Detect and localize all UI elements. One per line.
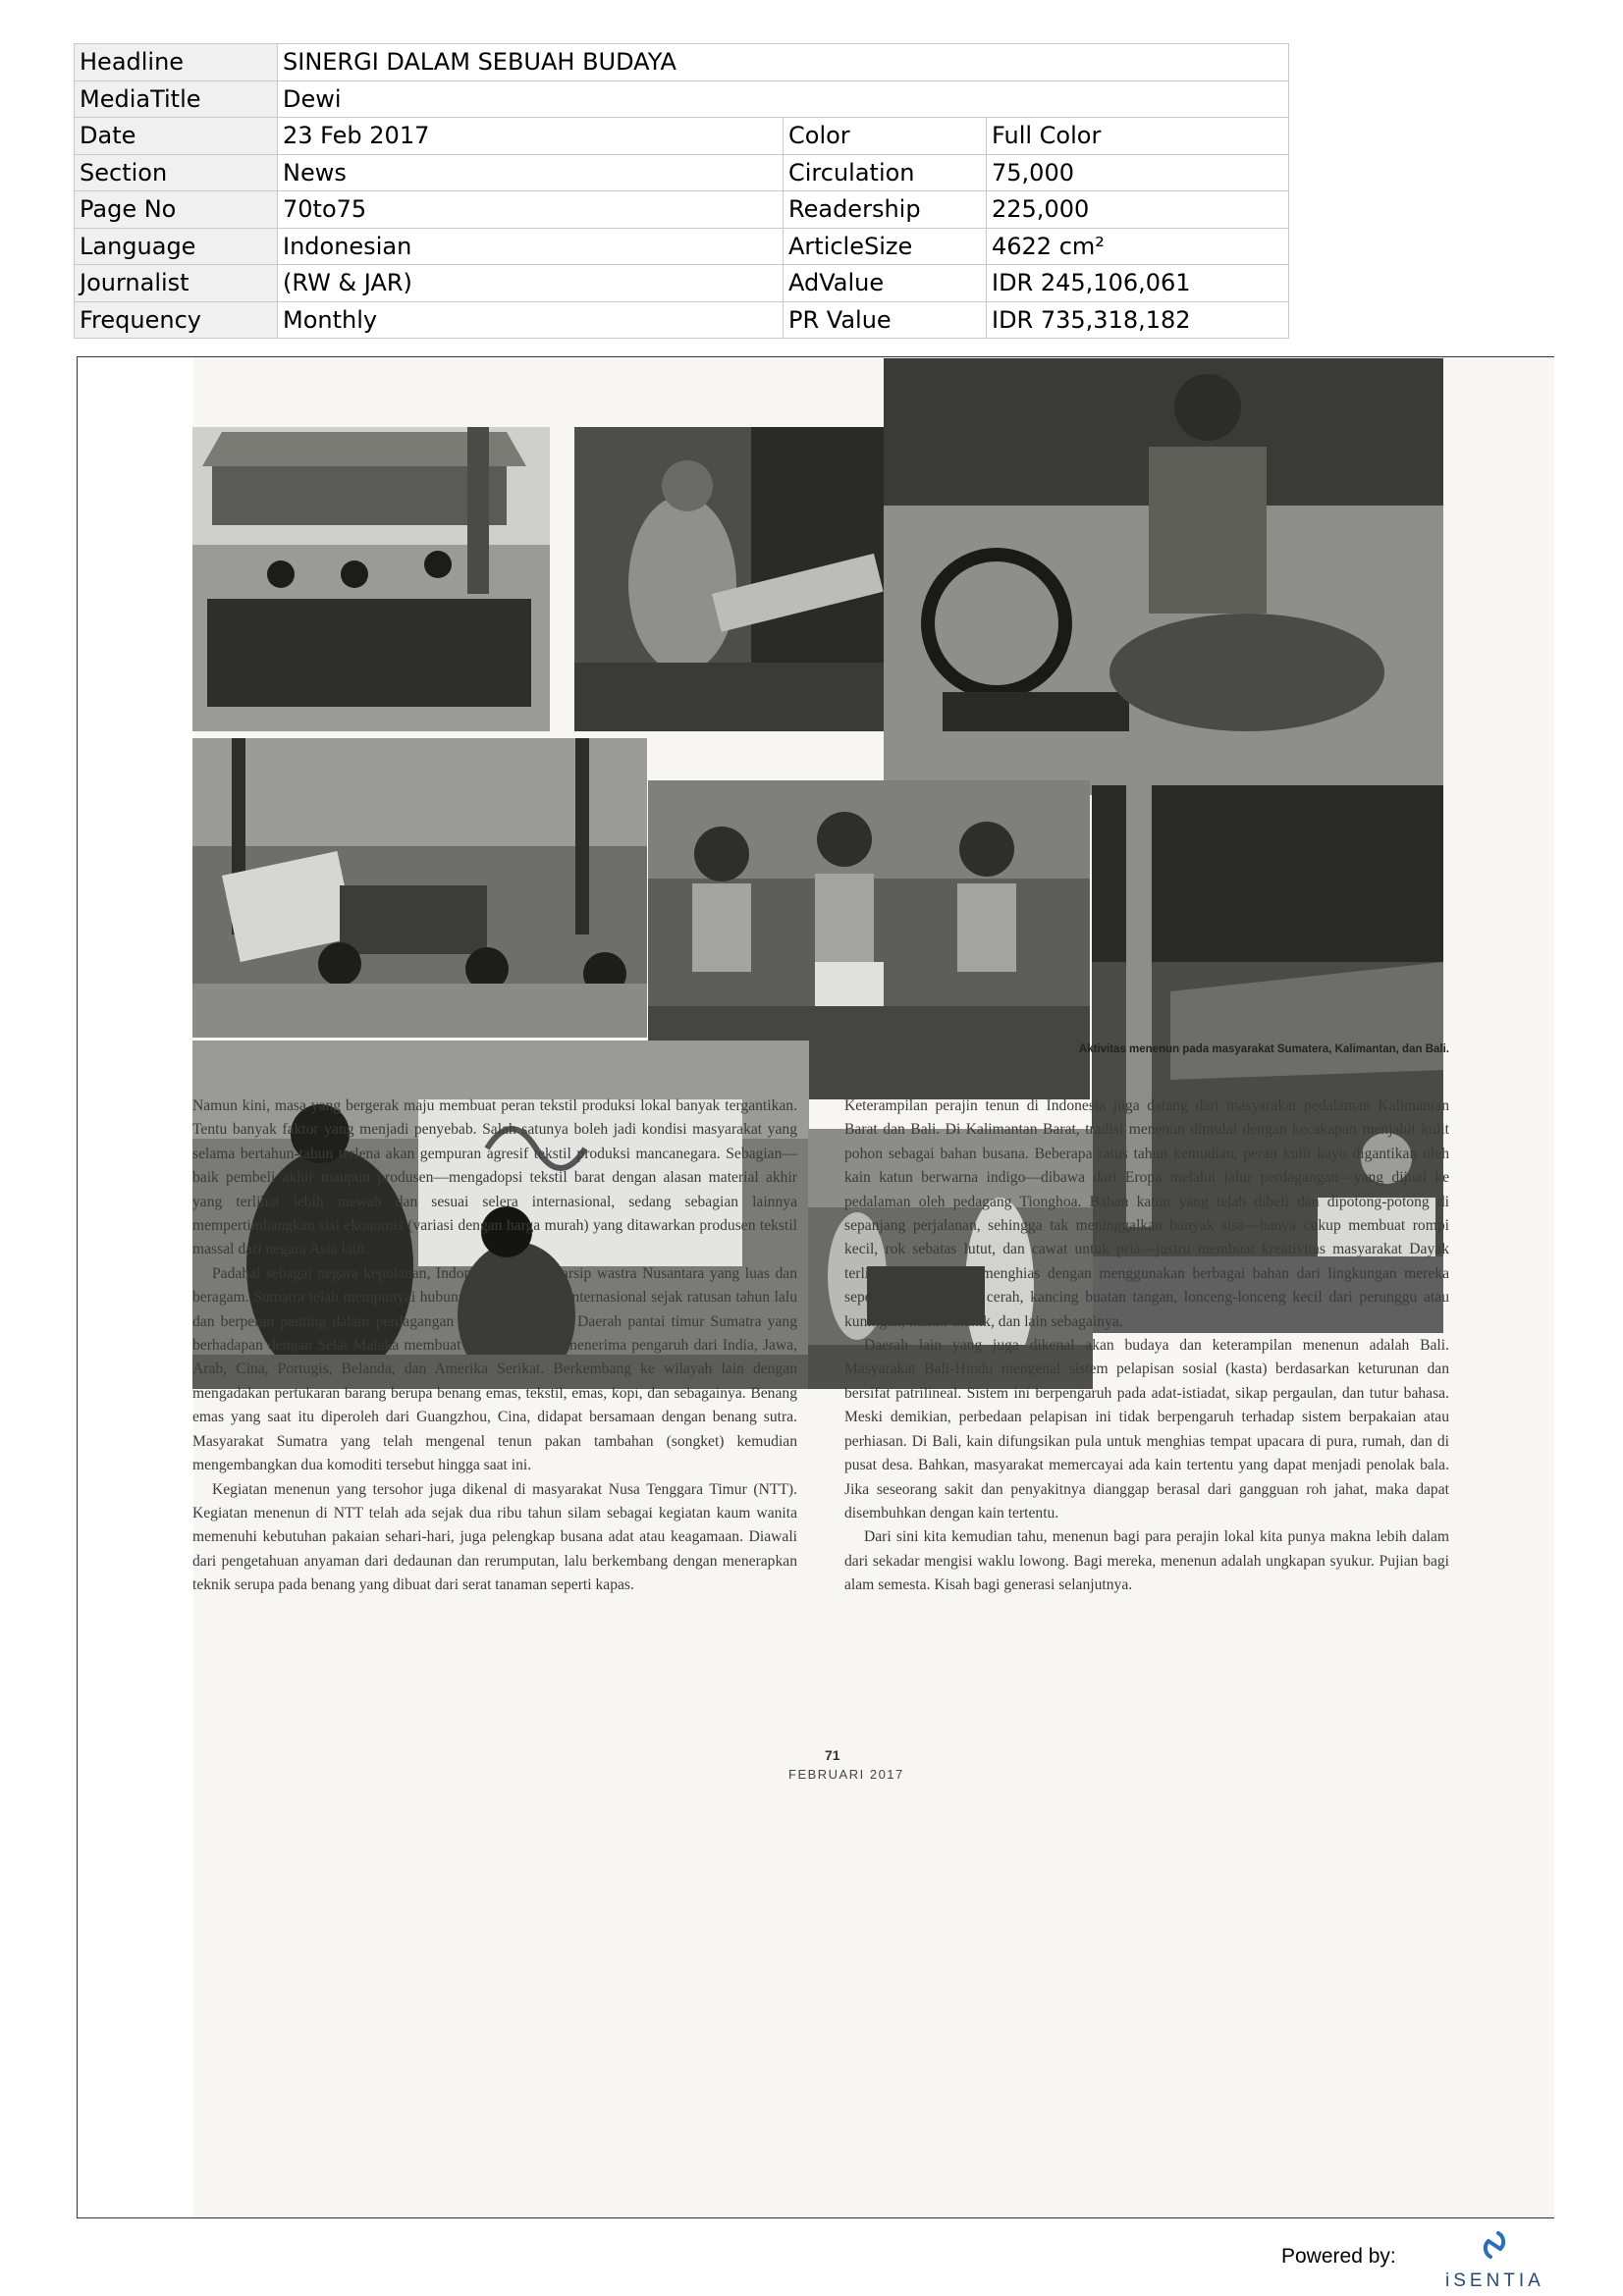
- meta-row-language: [75, 228, 1289, 265]
- meta-value: News: [278, 154, 784, 191]
- meta-label: MediaTitle: [75, 80, 278, 118]
- article-paragraph: Daerah lain yang juga dikenal akan budaya dan keterampilan menenun adalah Bali. Masyarakat Bali-Hindu mengenal sistem pelapisan sosial (kasta) berdasarkan keturunan dan bersifat patrilineal. Sistem ini berpengaruh pada adat-istiadat, sikap pergaulan, dan tutur bahasa. Meski demikian, perbedaan pelapisan ini tidak berpengaruh terhadap sistem berpakaian atau perhiasan. Di Bali, kain difungsikan pula untuk menghias tempat upacara di pura, rumah, dan di pusat desa. Bahkan, masyarakat memercayai ada kain tertentu yang dapat menjadi penolak bala. Jika seseorang sakit dan penyakitnya dianggap berasal dari gangguan roh jahat, maka dapat disembuhkan dengan kain tertentu.: [844, 1337, 1449, 1522]
- isentia-logo-icon: [1479, 2229, 1510, 2261]
- article-paragraph: Dari sini kita kemudian tahu, menenun bagi para perajin lokal kita punya makna lebih dalam dari sekadar mengisi waklu lowong. Bagi mereka, menenun adalah ungkapan syukur. Pujian bagi alam semesta. Kisah bagi generasi selanjutnya.: [844, 1528, 1449, 1594]
- meta-label: PR Value: [784, 301, 987, 339]
- article-column-right: [844, 1095, 1449, 1598]
- page-number: 71: [825, 1747, 840, 1763]
- photo-sumatra-looms: [192, 427, 550, 731]
- meta-value: Full Color: [987, 118, 1289, 155]
- meta-label: Date: [75, 118, 278, 155]
- meta-value: 4622 cm²: [987, 228, 1289, 265]
- photo-caption: Aktivitas menenun pada masyarakat Sumatera, Kalimantan, dan Bali.: [1078, 1043, 1449, 1055]
- meta-label: Readership: [784, 191, 987, 229]
- article-paragraph: Kegiatan menenun yang tersohor juga dikenal di masyarakat Nusa Tenggara Timur (NTT). Kegiatan menenun di NTT telah ada sejak dua ribu tahun silam sebagai kegiatan kaum wanita memenuhi kebutuhan pakaian sehari-hari, juga pelengkap busana adat atau keagamaan. Diawali dari pengetahuan anyaman dari dedaunan dan rerumputan, lalu berkembang dengan menerapkan teknik serupa pada benang yang dibuat dari serat tanaman seperti kapas.: [192, 1480, 797, 1594]
- meta-value: 225,000: [987, 191, 1289, 229]
- photo-kalimantan-weaver: [574, 427, 884, 731]
- meta-row-headline: [75, 44, 1289, 81]
- powered-by-label: Powered by:: [1281, 2245, 1396, 2268]
- meta-label: Language: [75, 228, 278, 265]
- meta-value: 70to75: [278, 191, 784, 229]
- meta-value: Dewi: [278, 80, 1289, 118]
- section-tag-khas: KHAS: [678, 80, 725, 96]
- meta-label: Color: [784, 118, 987, 155]
- issue-date: FEBRUARI 2017: [788, 1767, 904, 1782]
- meta-value: IDR 245,106,061: [987, 265, 1289, 302]
- meta-value: SINERGI DALAM SEBUAH BUDAYA: [278, 44, 1289, 81]
- meta-label: Headline: [75, 44, 278, 81]
- meta-row-date: [75, 118, 1289, 155]
- meta-value: 23 Feb 2017: [278, 118, 784, 155]
- meta-row-section: [75, 154, 1289, 191]
- meta-label: AdValue: [784, 265, 987, 302]
- photo-spinning-wheel: [884, 358, 1443, 795]
- meta-row-frequency: [75, 301, 1289, 339]
- meta-value: Monthly: [278, 301, 784, 339]
- meta-label: Circulation: [784, 154, 987, 191]
- meta-row-journalist: [75, 265, 1289, 302]
- meta-label: Section: [75, 154, 278, 191]
- meta-value: 75,000: [987, 154, 1289, 191]
- meta-row-pageno: [75, 191, 1289, 229]
- isentia-logo-text: iSENTIA: [1445, 2270, 1544, 2291]
- meta-value: (RW & JAR): [278, 265, 784, 302]
- meta-value: IDR 735,318,182: [987, 301, 1289, 339]
- meta-label: ArticleSize: [784, 228, 987, 265]
- article-paragraph: Namun kini, masa yang bergerak maju membuat peran tekstil produksi lokal banyak tergantikan. Tentu banyak faktor yang menjadi penyebab. Salah satunya boleh jadi kondisi masyarakat yang selama bertahun-tahun terlena akan gempuran agresif tekstil produksi mancanegara. Sebagian—baik pembeli akhir maupun produsen—mengadopsi tekstil barat dengan alasan material akhir yang terlihat lebih mewah dan sesuai selera internasional, sedang sebagian lainnya mempertimbangkan sisi ekonomis (variasi dengan harga murah) yang ditawarkan produsen tekstil massal dari negara Asia lain.: [192, 1097, 797, 1258]
- article-column-left: [192, 1095, 797, 1598]
- article-paragraph: Keterampilan perajin tenun di Indonesia juga datang dari masyarakat pedalaman Kalimantan Barat dan Bali. Di Kalimantan Barat, tradisi menenun dimulai dengan kecakapan menjahit kulit pohon sebagai bahan busana. Beberapa ratus tahun kemudian, peran kulit kayu digantikan oleh kain katun berwarna indigo—dibawa dari Eropa melalui jalur perdagangan—yang dijual ke pedalaman oleh pedagang Tionghoa. Bahan katun yang telah dibeli dan dipotong-potong di sepanjang perjalanan, sehingga tak meninggalkan banyak sisa—hanya cukup membuat rompi kecil, rok sebatas lutut, dan cawat untuk pria—justru membuat kreativitas masyarakat Dayak terlihat lewat teknik menghias dengan menggunakan berbagai bahan dari lingkungan mereka seperti benang warna cerah, kancing buatan tangan, lonceng-lonceng kecil dari perunggu atau kuningan, manik-manik, dan lain sebagainya.: [844, 1097, 1449, 1330]
- photo-village-looms: [192, 738, 647, 1038]
- meta-label: Frequency: [75, 301, 278, 339]
- article-paragraph: Padahal sebagai negara kepulauan, Indonesia memiliki arsip wastra Nusantara yang luas dan beragam. Sumatra telah mempunyai hubungan perdagangan internasional sejak ratusan tahun lalu dan berperan penting dalam perdagangan di Asia Tenggara. Daerah pantai timur Sumatra yang berhadapan dengan Selat Malaka membuat daerah tersebut menerima pengaruh dari India, Jawa, Arab, Cina, Portugis, Belanda, dan Amerika Serikat. Berkembang ke wilayah lain dengan mengadakan pertukaran barang berupa benang emas, tekstil, emas, kopi, dan sebagainya. Benang emas yang saat itu diperoleh dari Guangzhou, Cina, didapat bersamaan dengan benang sutra. Masyarakat Sumatra yang telah mengenal tenun pakan tambahan (songket) kemudian mengembangkan dua komoditi tersebut hingga saat ini.: [192, 1264, 797, 1474]
- meta-value: Indonesian: [278, 228, 784, 265]
- meta-label: Journalist: [75, 265, 278, 302]
- meta-label: Page No: [75, 191, 278, 229]
